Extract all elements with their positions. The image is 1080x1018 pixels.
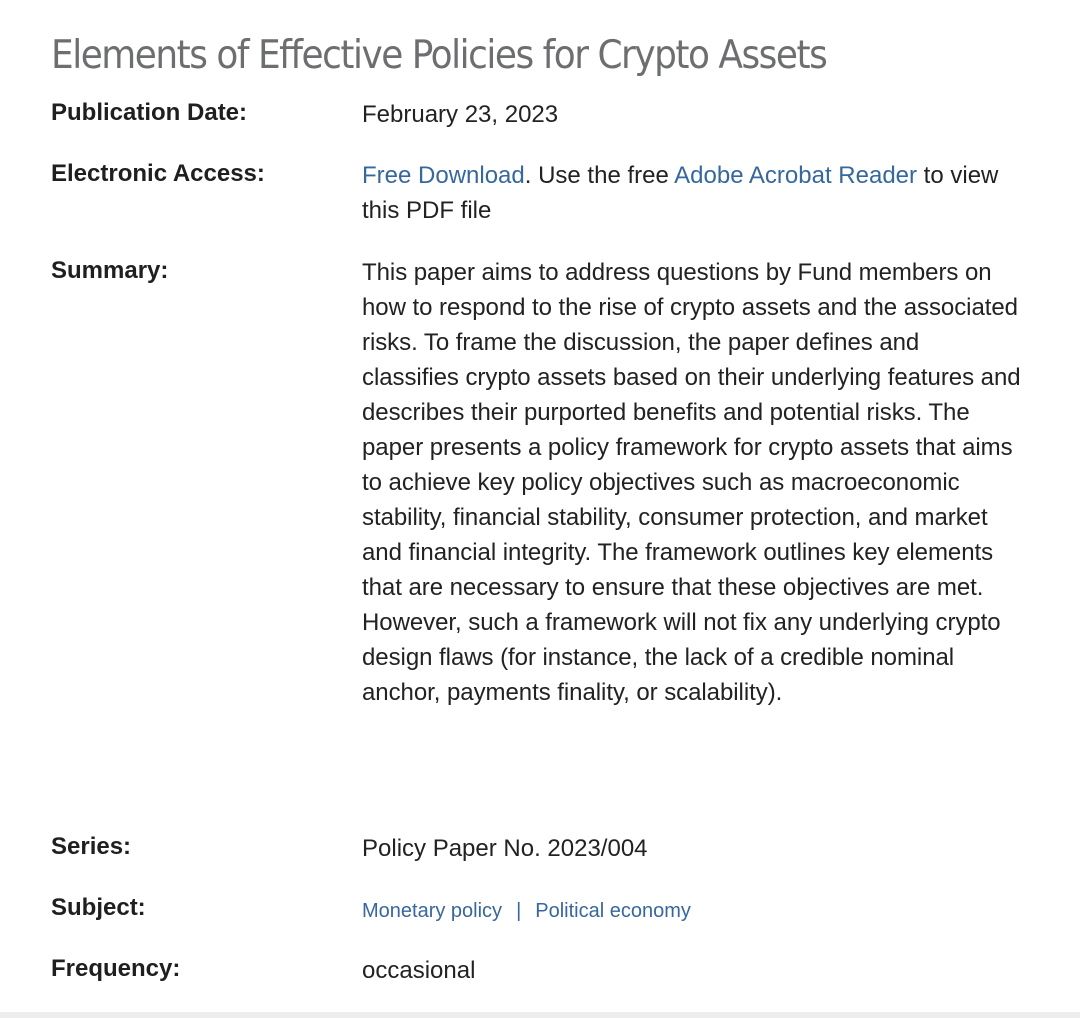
subject-link-political-economy[interactable]: Political economy: [535, 900, 691, 922]
frequency-value: occasional: [362, 957, 476, 984]
summary-text: This paper aims to address questions by Fund members on how to respond to the rise of crypto assets and the associated risks. To frame the discussion, the paper defines and classifies crypto assets based on their underlying features and describes their purported benefits and potential risks. The paper presents a policy framework for crypto assets that aims to achieve key policy objectives such as macroeconomic stability, financial stability, consumer protection, and market and financial integrity. The framework outlines key elements that are necessary to ensure that these objectives are met. However, such a framework will not fix any underlying crypto design flaws (for instance, the lack of a credible nominal anchor, payments finality, or scalability).: [362, 259, 1021, 706]
electronic-access-value: [362, 158, 1022, 228]
summary-label: Summary:: [51, 257, 169, 284]
subject-label: Subject:: [51, 894, 146, 921]
adobe-acrobat-reader-link[interactable]: Adobe Acrobat Reader: [674, 162, 918, 189]
electronic-access-text-end: to view this PDF file: [362, 162, 999, 224]
electronic-access-label: Electronic Access:: [51, 160, 265, 187]
series-value: Policy Paper No. 2023/004: [362, 835, 648, 862]
subject-links: [362, 896, 1022, 926]
series-label: Series:: [51, 833, 132, 860]
page-title: Elements of Effective Policies for Crypto Assets: [51, 33, 827, 78]
subject-separator: |: [516, 900, 522, 922]
free-download-link[interactable]: Free Download: [362, 162, 525, 189]
page-bottom-divider: [0, 1012, 1080, 1018]
publication-date-value: February 23, 2023: [362, 101, 559, 128]
electronic-access-text: . Use the free: [524, 162, 675, 189]
publication-date-label: Publication Date:: [51, 99, 248, 126]
frequency-label: Frequency:: [51, 955, 181, 982]
subject-link-monetary-policy[interactable]: Monetary policy: [362, 900, 503, 922]
